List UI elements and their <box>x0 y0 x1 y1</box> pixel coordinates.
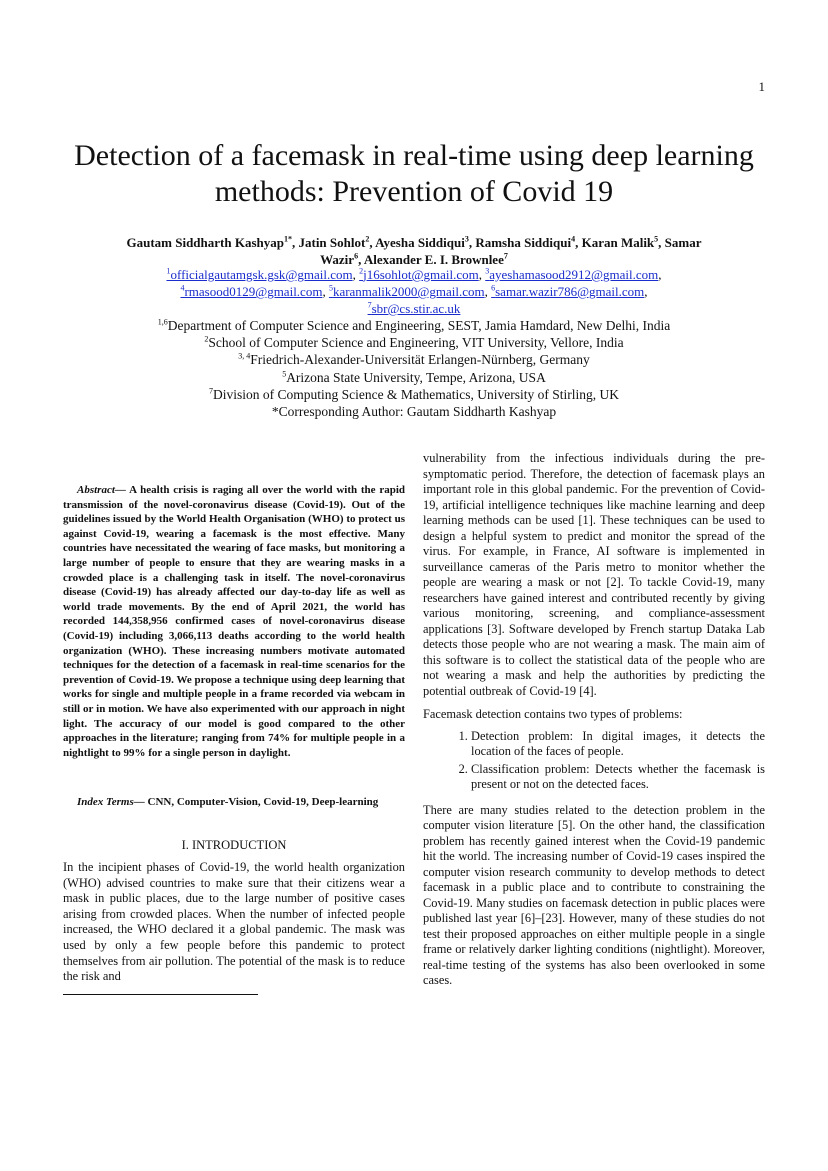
footnote-rule <box>63 994 258 995</box>
affiliation: $^5$Arizona State University, Tempe, Arizona, USA <box>282 369 546 385</box>
affiliation: $^{3, 4}$Friedrich-Alexander-Universität Erlangen-Nürnberg, Germany <box>238 351 590 368</box>
affiliation: $^2$School of Computer Science and Engineering, VIT University, Vellore, India <box>204 334 624 351</box>
author: Karan Malik$^5$ <box>581 234 659 250</box>
page-number: 1 <box>758 79 765 94</box>
author: Samar Wazir$^6$ <box>320 235 702 267</box>
email-link[interactable]: $^7$sbr@cs.stir.ac.uk <box>367 300 461 316</box>
affiliation: $^{1,6}$Department of Computer Science and Engineering, SEST, Jamia Hamdard, New Delhi, India <box>157 317 671 333</box>
abstract-label: Abstract— <box>77 484 126 496</box>
author: Gautam Siddharth Kashyap$^{1*}$ <box>126 234 292 250</box>
author: Jatin Sohlot$^2$ <box>298 234 370 250</box>
affiliation: $^7$Division of Computing Science & Mathematics, University of Stirling, UK <box>208 386 620 402</box>
email-link[interactable]: $^4$rmasood0129@gmail.com <box>180 283 323 299</box>
section-heading: I. INTRODUCTION <box>181 838 287 852</box>
intro-paragraph: In the incipient phases of Covid-19, the world health organization (WHO) advised countries to make sure that their citizens wear a mask in public places, due to the large number of positive cases arising from crowded places. When the number of infected people increased, the WHO declared it a global pandemic. The mask was used by only a few people before this pandemic to protect themselves from air pollution. The potential of the mask is to reduce the risk and <box>63 860 405 984</box>
affiliation-list <box>90 317 738 420</box>
email-link[interactable]: $^3$ayeshamasood2912@gmail.com <box>485 266 659 282</box>
email-link[interactable]: $^1$officialgautamgsk.gsk@gmail.com <box>166 266 353 282</box>
index-terms-text: CNN, Computer-Vision, Covid-19, Deep-learning <box>147 796 379 808</box>
paper-title: Detection of a facemask in real-time using deep learning methods: Prevention of Covid 19 <box>74 139 754 208</box>
paragraph: There are many studies related to the detection problem in the computer vision literature [5]. On the other hand, the classification problem has recently gained interest when the Covid-19 pandemic hit the world. The increasing number of Covid-19 cases inspired the computer vision research community to develop methods to detect facemask in a public place and to contribute to constraining the Covid-19. Many studies on facemask detection in public places were published last year [6]–[23]. However, many of these studies do not test their proposed approaches on either multiple people in a single frame or relatively darker lighting conditions (nightlight). Moreover, real-time testing of the systems has also been overlooked in some cases. <box>423 802 765 987</box>
index-terms <box>63 795 405 810</box>
list-item: 2. Classification problem: Detects whether the facemask is present or not on the detected faces. <box>471 762 765 793</box>
abstract-text: A health crisis is raging all over the world with the rapid transmission of the novel-coronavirus disease (Covid-19). Out of the guidelines issued by the World Health Organisation (WHO) to protect us against Covid-19, wearing a facemask is the most effective. Many countries have necessitated the wearing of face masks, but monitoring a large number of people to ensure that they are wearing masks in a crowded place is a challenging task in itself. The novel-coronavirus disease (Covid-19) has already affected our day-to-day life as well as world trade movements. By the end of April 2021, the world has recorded 144,358,956 confirmed cases of novel-coronavirus disease (Covid-19) including 3,066,113 deaths according to the world health organization (WHO). These increasing numbers motivate automated techniques for the detection of a facemask in real-time scenarios for the prevention of Covid-19. We propose a technique using deep learning that works for single and multiple people in a frame recorded via webcam in still or in motion. We have also experimented with our approach in night light. The accuracy of our model is good compared to the other approaches in the literature; ranging from 74% for multiple people in a nightlight to 99% for a single person in daylight. <box>63 484 405 759</box>
email-list: $^1$officialgautamgsk.gsk@gmail.com, $^2$j16sohlot@gmail.com, $^3$ayeshamasood2912@gmail.com, $^4$rmasood0129@gmail.com, $^5$karanmalik2000@gmail.com, $^6$samar.wazir786@gmail.com, $^7$sbr@cs.stir.ac.uk <box>166 266 662 316</box>
author: Ayesha Siddiqui$^3$ <box>375 234 469 250</box>
author: Ramsha Siddiqui$^4$ <box>475 234 576 250</box>
email-link[interactable]: $^2$j16sohlot@gmail.com <box>359 266 479 282</box>
list-item: 1. Detection problem: In digital images, it detects the location of the faces of people. <box>471 729 765 760</box>
email-link[interactable]: $^6$samar.wazir786@gmail.com <box>491 283 645 299</box>
paragraph: vulnerability from the infectious individuals during the pre-symptomatic period. Therefore, the detection of facemask plays an important role in this global pandemic. For the prevention of Covid-19, artificial intelligence techniques like machine learning and deep learning methods can be used [1]. These techniques can be used to design a helpful system to predict and monitor the spread of the virus. For example, in France, AI software is implemented in surveillance cameras of the Paris metro to monitor whether the people are wearing a mask or not [2]. To tackle Covid-19, many researchers have gained interest and contributed recently by giving various monitoring, screening, and compliance-assessment applications [3]. Software developed by French startup Dataka Lab detects those people who are not wearing a mask. The main aim of this software is to collect the statistical data of the people who are not wearing a mask and help the authorities by predicting the potential outbreak of Covid-19 [4]. <box>423 451 765 698</box>
problem-list <box>423 729 765 793</box>
corresponding-author: *Corresponding Author: Gautam Siddharth Kashyap <box>271 404 557 420</box>
author-list: Gautam Siddharth Kashyap$^{1*}$, Jatin Sohlot$^2$, Ayesha Siddiqui$^3$, Ramsha Siddiqui$^4$, Karan Malik$^5$, Samar Wazir$^6$, Alexander E. I. Brownlee$^7$ <box>126 234 702 267</box>
author: Alexander E. I. Brownlee$^7$ <box>363 251 508 267</box>
right-column <box>423 451 765 989</box>
index-terms-label: Index Terms— <box>77 796 145 808</box>
abstract <box>63 483 405 760</box>
paragraph: Facemask detection contains two types of problems: <box>423 707 683 721</box>
email-link[interactable]: $^5$karanmalik2000@gmail.com <box>328 283 485 299</box>
